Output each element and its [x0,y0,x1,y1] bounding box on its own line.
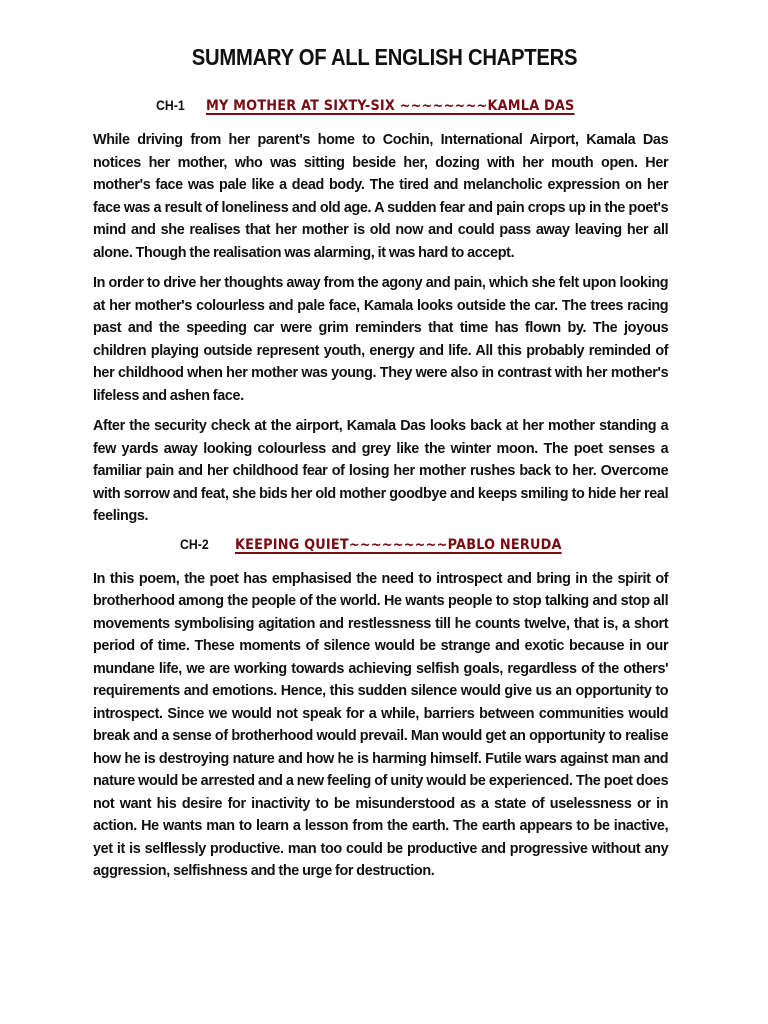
paragraph: While driving from her parent's home to Cochin, International Airport, Kamala Das notices her mother, who was sitting beside her, dozing with her mouth open. Her mother's face was pale like a dead body. The tired and melancholic expression on her face was a result of loneliness and old age. A sudden fear and pain crops up in the poet's mind and she realises that her mother is old now and could pass away leaving her all alone. Though the realisation was alarming, it was hard to accept. [93,132,669,261]
chapter-number: CH-1 [156,97,185,113]
chapter-2-section [93,536,676,883]
chapter-title: KEEPING QUIET~~~~~~~~~PABLO NERUDA [235,536,562,553]
paragraph: After the security check at the airport, Kamala Das looks back at her mother standing a few yards away looking colourless and grey like the winter moon. The poet senses a familiar pain and her childhood fear of losing her mother rushes back to her. Overcome with sorrow and feat, she bids her old mother goodbye and keeps smiling to hide her real feelings. [93,418,669,524]
chapter-title: MY MOTHER AT SIXTY-SIX ~~~~~~~~KAMLA DAS [206,98,575,114]
paragraph: In order to drive her thoughts away from the agony and pain, which she felt upon looking at her mother's colourless and pale face, Kamala looks outside the car. The trees racing past and the speeding car were grim reminders that time has flown by. The joyous children playing outside represent youth, energy and life. All this probably reminded of her childhood when her mother was young. They were also in contrast with her mother's lifeless and ashen face. [93,275,669,404]
chapter-1-section [93,97,676,528]
chapter-heading [93,536,676,562]
chapter-heading [93,97,676,123]
page-title: SUMMARY OF ALL ENGLISH CHAPTERS [191,44,578,70]
chapter-number: CH-2 [180,535,209,552]
paragraph: In this poem, the poet has emphasised the need to introspect and bring in the spirit of brotherhood among the people of the world. He wants people to stop talking and stop all movements symbolising agitation and restlessness till he counts twelve, that is, a short period of time. These moments of silence would be strange and exotic because in our mundane life, we are working towards achieving selfish goals, regardless of the others' requirements and emotions. Hence, this sudden silence would give us an opportunity to introspect. Since we would not speak for a while, barriers between communities would break and a sense of brotherhood would prevail. Man would get an opportunity to realise how he is destroying nature and how he is harming himself. Futile wars against man and nature would be arrested and a new feeling of unity would be experienced. The poet does not want his desire for inactivity to be misunderstood as a state of uselessness or in action. He wants man to learn a lesson from the earth. The earth appears to be inactive, yet it is selflessly productive. man too could be productive and progressive without any aggression, selfishness and the urge for destruction. [93,570,669,879]
